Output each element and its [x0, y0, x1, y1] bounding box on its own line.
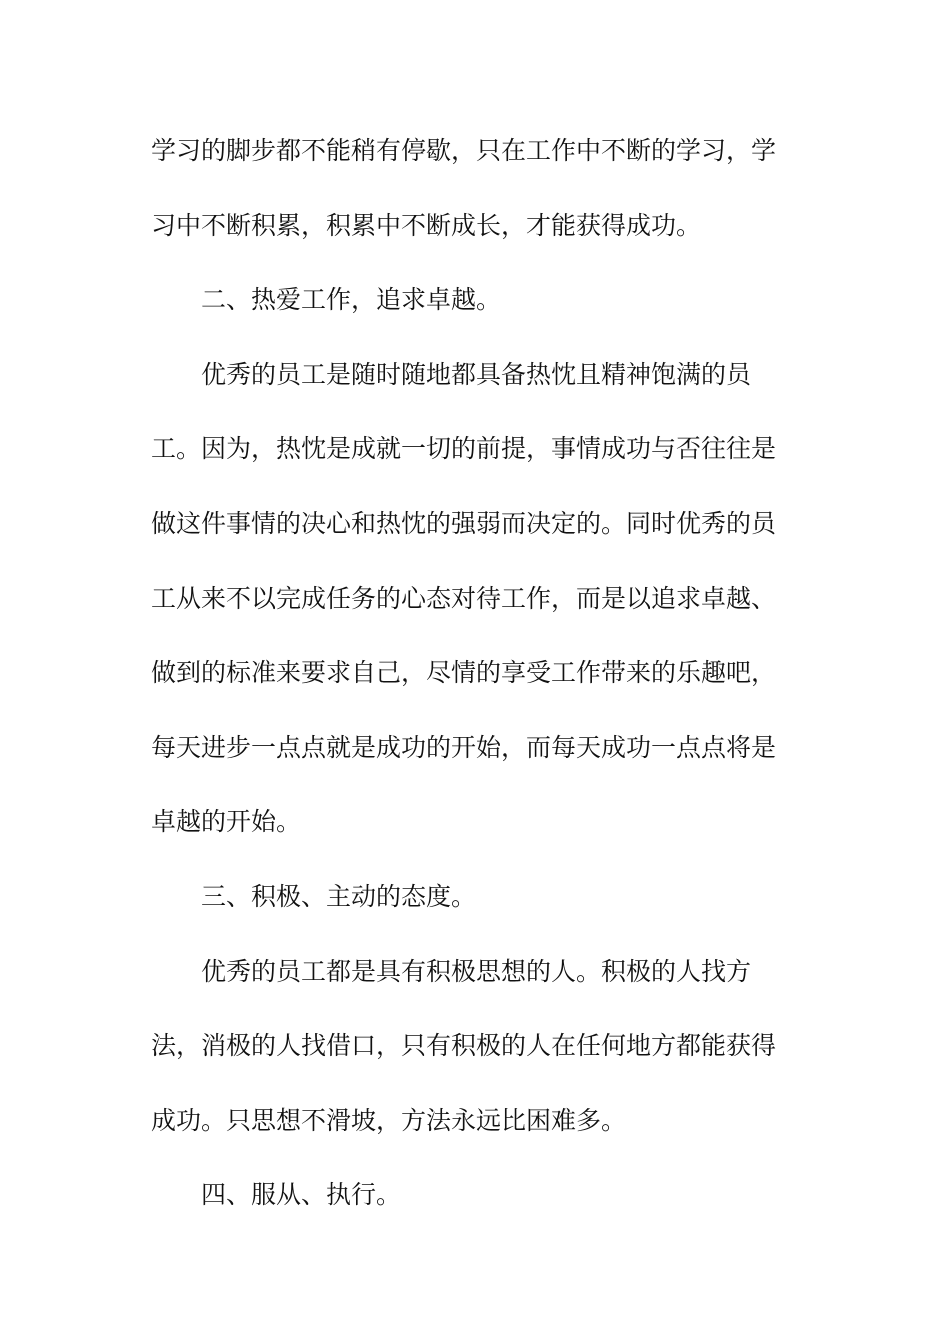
text-line: 工。因为，热忱是成就一切的前提，事情成功与否往往是: [151, 434, 777, 464]
text-line: 工从来不以完成任务的心态对待工作，而是以追求卓越、: [151, 583, 777, 613]
text-line: 做这件事情的决心和热忱的强弱而决定的。同时优秀的员: [151, 508, 777, 538]
section-heading: 四、服从、执行。: [201, 1180, 402, 1210]
text-line: 做到的标准来要求自己，尽情的享受工作带来的乐趣吧，: [151, 658, 777, 688]
section-heading: 二、热爱工作，追求卓越。: [201, 285, 502, 315]
text-line: 成功。只思想不滑坡，方法永远比困难多。: [151, 1105, 627, 1135]
text-line: 习中不断积累，积累中不断成长，才能获得成功。: [151, 210, 702, 240]
text-line: 优秀的员工都是具有积极思想的人。积极的人找方: [201, 956, 752, 986]
text-line: 学习的脚步都不能稍有停歇，只在工作中不断的学习，学: [151, 136, 777, 165]
text-line: 每天进步一点点就是成功的开始，而每天成功一点点将是: [151, 732, 777, 762]
text-line: 优秀的员工是随时随地都具备热忱且精神饱满的员: [201, 359, 752, 389]
body-text: [151, 114, 796, 1233]
text-line: 法，消极的人找借口，只有积极的人在任何地方都能获得: [151, 1031, 777, 1061]
section-heading: 三、积极、主动的态度。: [201, 881, 477, 911]
text-line: 卓越的开始。: [151, 807, 302, 837]
